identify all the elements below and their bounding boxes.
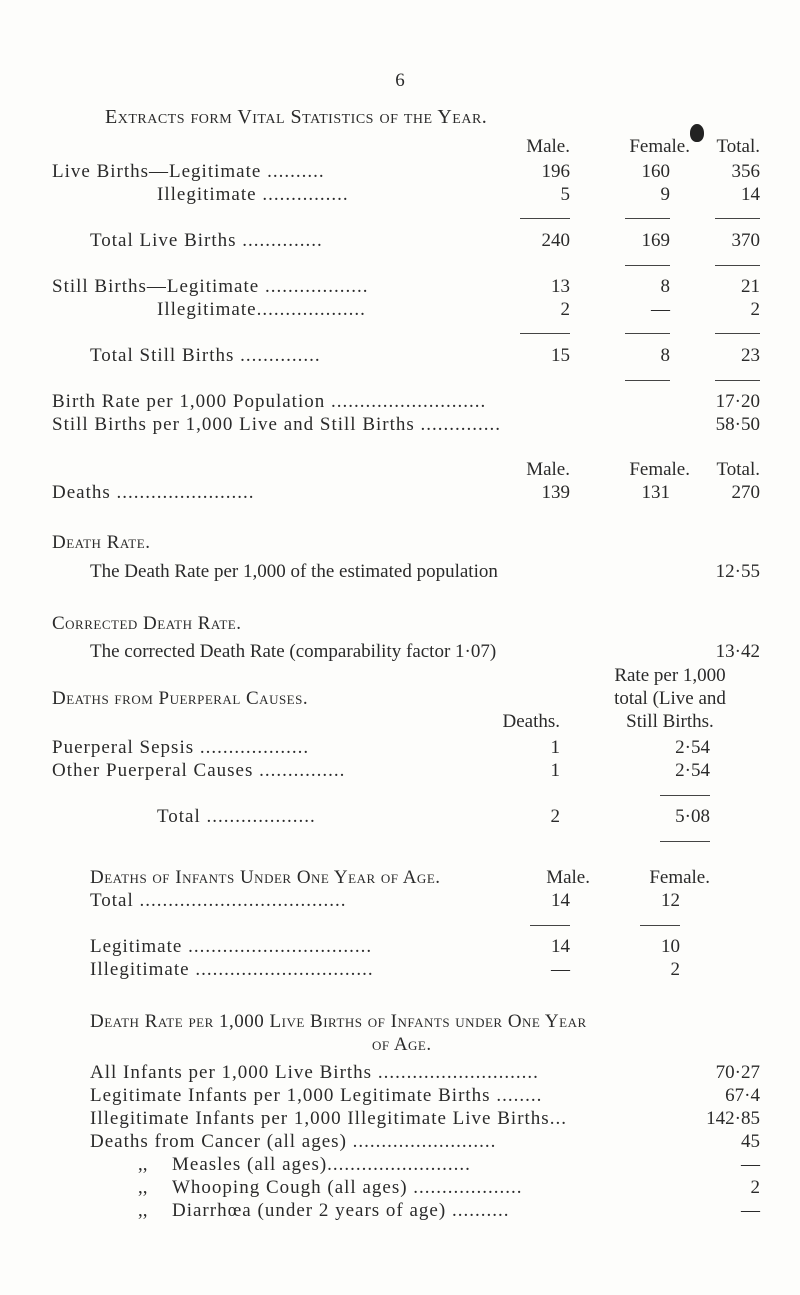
infants-legit-female: 10 (661, 936, 680, 957)
puerperal-total-deaths: 2 (550, 806, 560, 827)
infant-rate-heading-2: of Age. (372, 1034, 432, 1055)
infants-legit-male: 14 (551, 936, 570, 957)
infants-col-male: Male. (546, 867, 590, 888)
deaths-col-male: Male. (526, 459, 570, 480)
infant-rate-row-value: 142·85 (706, 1108, 760, 1129)
death-rate-heading: Death Rate. (52, 532, 151, 553)
infant-rate-row-label: Measles (all ages)......................... (172, 1154, 471, 1175)
still-legit-label: Still Births—Legitimate .................. (52, 276, 369, 297)
puerperal-col-rate-2: total (Live and (614, 688, 726, 709)
infants-total-label: Total .................................... (90, 890, 347, 911)
puerperal-sepsis-deaths: 1 (550, 737, 560, 758)
total-live-total: 370 (731, 230, 760, 251)
puerperal-other-label: Other Puerperal Causes ............... (52, 760, 346, 781)
still-illegit-female: — (651, 299, 670, 320)
corrected-death-rate-heading: Corrected Death Rate. (52, 613, 242, 634)
deaths-female: 131 (641, 482, 670, 503)
total-live-label: Total Live Births .............. (90, 230, 323, 251)
rule (660, 795, 710, 796)
total-still-female: 8 (660, 345, 670, 366)
still-legit-male: 13 (551, 276, 570, 297)
ditto-mark: ,, (138, 1177, 148, 1198)
puerperal-total-label: Total ................... (157, 806, 316, 827)
rule (625, 380, 670, 381)
infants-heading: Deaths of Infants Under One Year of Age. (90, 867, 441, 888)
total-live-male: 240 (541, 230, 570, 251)
still-legit-female: 8 (660, 276, 670, 297)
infant-rate-row-label: Whooping Cough (all ages) ................... (172, 1177, 523, 1198)
death-rate-value: 12·55 (715, 561, 760, 582)
deaths-male: 139 (541, 482, 570, 503)
rule (715, 218, 760, 219)
deaths-total: 270 (731, 482, 760, 503)
page-number: 6 (395, 70, 405, 91)
infant-rate-row-value: 70·27 (715, 1062, 760, 1083)
infant-rate-row-value: — (741, 1154, 760, 1175)
total-still-label: Total Still Births .............. (90, 345, 321, 366)
rule (715, 265, 760, 266)
infants-total-male: 14 (551, 890, 570, 911)
deaths-col-total: Total. (716, 459, 760, 480)
still-illegit-total: 2 (750, 299, 760, 320)
infants-col-female: Female. (649, 867, 710, 888)
births-col-female: Female. (629, 136, 690, 157)
infant-rate-row-label: All Infants per 1,000 Live Births ............................ (90, 1062, 539, 1083)
still-legit-total: 21 (741, 276, 760, 297)
infant-rate-row-label: Illegitimate Infants per 1,000 Illegitimate Live Births... (90, 1108, 567, 1129)
puerperal-heading: Deaths from Puerperal Causes. (52, 688, 309, 709)
live-legit-total: 356 (731, 161, 760, 182)
puerperal-sepsis-label: Puerperal Sepsis ................... (52, 737, 310, 758)
live-illegit-label: Illegitimate ............... (157, 184, 349, 205)
infants-illegit-female: 2 (670, 959, 680, 980)
infant-rate-row-value: 2 (750, 1177, 760, 1198)
rule (715, 380, 760, 381)
total-live-female: 169 (641, 230, 670, 251)
puerperal-other-rate: 2·54 (675, 760, 710, 781)
infant-rate-row-label: Legitimate Infants per 1,000 Legitimate Births ........ (90, 1085, 543, 1106)
still-illegit-male: 2 (560, 299, 570, 320)
still-rate-value: 58·50 (715, 414, 760, 435)
total-still-total: 23 (741, 345, 760, 366)
infants-illegit-male: — (551, 959, 570, 980)
deaths-label: Deaths ........................ (52, 482, 255, 503)
live-legit-label: Live Births—Legitimate .......... (52, 161, 325, 182)
puerperal-col-rate-1: Rate per 1,000 (614, 665, 726, 686)
ditto-mark: ,, (138, 1200, 148, 1221)
rule (640, 925, 680, 926)
corrected-death-rate-text: The corrected Death Rate (comparability factor 1·07) (90, 641, 497, 662)
infants-legit-label: Legitimate ................................ (90, 936, 373, 957)
puerperal-sepsis-rate: 2·54 (675, 737, 710, 758)
live-illegit-female: 9 (660, 184, 670, 205)
births-col-male: Male. (526, 136, 570, 157)
live-legit-male: 196 (541, 161, 570, 182)
rule (715, 333, 760, 334)
infant-rate-row-label: Deaths from Cancer (all ages) ......................... (90, 1131, 497, 1152)
births-col-total: Total. (716, 136, 760, 157)
birth-rate-value: 17·20 (715, 391, 760, 412)
deaths-col-female: Female. (629, 459, 690, 480)
rule (530, 925, 570, 926)
live-illegit-male: 5 (560, 184, 570, 205)
infant-rate-row-label: Diarrhœa (under 2 years of age) .......... (172, 1200, 510, 1221)
infant-rate-row-value: 45 (741, 1131, 760, 1152)
infants-illegit-label: Illegitimate ............................... (90, 959, 374, 980)
puerperal-col-rate-3: Still Births. (626, 711, 714, 732)
ditto-mark: ,, (138, 1154, 148, 1175)
puerperal-other-deaths: 1 (550, 760, 560, 781)
rule (625, 333, 670, 334)
rule (625, 265, 670, 266)
rule (520, 333, 570, 334)
rule (625, 218, 670, 219)
infant-rate-row-value: 67·4 (725, 1085, 760, 1106)
live-illegit-total: 14 (741, 184, 760, 205)
puerperal-total-rate: 5·08 (675, 806, 710, 827)
corrected-death-rate-value: 13·42 (715, 641, 760, 662)
page-title: Extracts form Vital Statistics of the Year. (105, 106, 488, 128)
rule (660, 841, 710, 842)
live-legit-female: 160 (641, 161, 670, 182)
rule (520, 218, 570, 219)
still-rate-label: Still Births per 1,000 Live and Still Births .............. (52, 414, 502, 435)
death-rate-text: The Death Rate per 1,000 of the estimated population (90, 561, 498, 582)
birth-rate-label: Birth Rate per 1,000 Population ........................... (52, 391, 487, 412)
puerperal-col-deaths: Deaths. (502, 711, 560, 732)
still-illegit-label: Illegitimate................... (157, 299, 366, 320)
infant-rate-heading-1: Death Rate per 1,000 Live Births of Infants under One Year (90, 1011, 587, 1032)
total-still-male: 15 (551, 345, 570, 366)
infants-total-female: 12 (661, 890, 680, 911)
infant-rate-row-value: — (741, 1200, 760, 1221)
